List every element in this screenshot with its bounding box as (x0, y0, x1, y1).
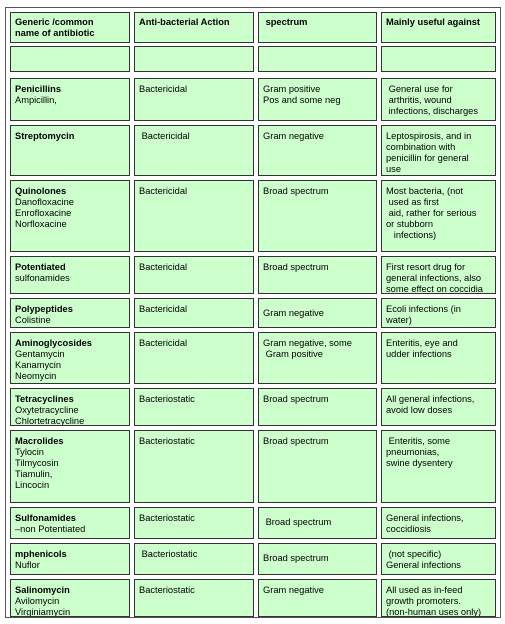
cell-heading-line: Penicillins (15, 84, 61, 94)
cell-text-line: Tylocin (15, 447, 44, 457)
cell-heading-line: Generic /common (15, 17, 94, 27)
cell-text-line: Bactericidal (139, 186, 188, 196)
drug-name-cell (10, 256, 130, 294)
spectrum-cell (258, 180, 377, 252)
useful-against-cell (381, 430, 496, 503)
cell-text-line: Bacteriostatic (139, 436, 195, 446)
spectrum-cell (258, 332, 377, 384)
cell-text-line: avoid low doses (386, 405, 453, 415)
useful-against-cell (381, 78, 496, 121)
spectrum-cell (258, 256, 377, 294)
cell-text-line: –non Potentiated (15, 524, 86, 534)
cell-text-line: Oxytetracycline (15, 405, 79, 415)
drug-name-cell (10, 298, 130, 328)
cell-text-line: Enrofloxacine (15, 208, 72, 218)
header-cell-1 (134, 12, 254, 43)
cell-text-line: First resort drug for (386, 262, 466, 272)
useful-against-cell (381, 543, 496, 575)
cell-text-line: Ecoli infections (in (386, 304, 461, 314)
drug-name-cell (10, 78, 130, 121)
cell-heading-line: Potentiated (15, 262, 66, 272)
cell-heading-line: mphenicols (15, 549, 67, 559)
cell-text-line: Bacteriostatic (139, 549, 198, 559)
spectrum-cell (258, 46, 377, 72)
cell-text-line: general infections, also (386, 273, 482, 283)
header-cell-3 (381, 12, 496, 43)
useful-against-cell (381, 125, 496, 176)
cell-text-line: Broad spectrum (263, 186, 329, 196)
cell-text-line: Enteritis, eye and (386, 338, 458, 348)
cell-text-line: Bactericidal (139, 338, 188, 348)
useful-against-cell (381, 298, 496, 328)
drug-name-cell (10, 46, 130, 72)
cell-heading-line: Streptomycin (15, 131, 75, 141)
cell-text-line: Bacteriostatic (139, 513, 195, 523)
spectrum-cell (258, 579, 377, 617)
drug-name-cell (10, 430, 130, 503)
cell-text-line: arthritis, wound (386, 95, 452, 105)
cell-text-line: sulfonamides (15, 273, 70, 283)
useful-against-cell (381, 256, 496, 294)
cell-text-line: infections, discharges (386, 106, 478, 116)
action-cell (134, 430, 254, 503)
cell-text-line: Most bacteria, (not (386, 186, 463, 196)
cell-text-line: Broad spectrum (263, 436, 329, 446)
cell-text-line: Tilmycosin (15, 458, 59, 468)
action-cell (134, 125, 254, 176)
spectrum-cell (258, 78, 377, 121)
cell-text-line: udder infections (386, 349, 452, 359)
spectrum-cell (258, 507, 377, 539)
cell-text-line: Enteritis, some (386, 436, 451, 446)
cell-text-line: Gram negative (263, 308, 324, 318)
cell-text-line: combination with (386, 142, 456, 152)
action-cell (134, 180, 254, 252)
cell-text-line: growth promoters. (386, 596, 461, 606)
useful-against-cell (381, 579, 496, 617)
useful-against-cell (381, 388, 496, 426)
cell-heading-line: spectrum (263, 17, 308, 27)
cell-text-line: Nuflor (15, 560, 40, 570)
header-cell-0 (10, 12, 130, 43)
drug-name-cell (10, 388, 130, 426)
spectrum-cell (258, 543, 377, 575)
antibiotics-table (5, 7, 501, 618)
drug-name-cell (10, 125, 130, 176)
cell-text-line: penicillin for general (386, 153, 469, 163)
action-cell (134, 332, 254, 384)
cell-text-line: Broad spectrum (263, 262, 329, 272)
spectrum-cell (258, 125, 377, 176)
useful-against-cell (381, 507, 496, 539)
action-cell (134, 388, 254, 426)
action-cell (134, 507, 254, 539)
action-cell (134, 579, 254, 617)
cell-text-line: aid, rather for serious (386, 208, 477, 218)
action-cell (134, 543, 254, 575)
cell-text-line: pneumonias, (386, 447, 440, 457)
cell-text-line: Bactericidal (139, 304, 188, 314)
cell-text-line: Avilomycin (15, 596, 60, 606)
cell-text-line: used as first (386, 197, 439, 207)
drug-name-cell (10, 332, 130, 384)
cell-text-line: coccidiosis (386, 524, 431, 534)
cell-text-line: Ampicillin, (15, 95, 57, 105)
spectrum-cell (258, 388, 377, 426)
cell-text-line: Pos and some neg (263, 95, 341, 105)
cell-text-line: Neomycin (15, 371, 57, 381)
action-cell (134, 46, 254, 72)
cell-text-line: (non-human uses only) (386, 607, 482, 617)
cell-text-line: Bacteriostatic (139, 585, 195, 595)
cell-text-line: Norfloxacine (15, 219, 67, 229)
cell-text-line: or stubborn (386, 219, 434, 229)
cell-text-line: Bactericidal (139, 84, 188, 94)
cell-text-line: Gram negative (263, 585, 324, 595)
cell-text-line: infections) (386, 230, 437, 240)
cell-text-line: General infections (386, 560, 461, 570)
header-cell-2 (258, 12, 377, 43)
cell-heading-line: name of antibiotic (15, 28, 95, 38)
cell-heading-line: Quinolones (15, 186, 67, 196)
cell-text-line: Bactericidal (139, 131, 190, 141)
cell-text-line: (not specific) (386, 549, 442, 559)
cell-heading-line: Macrolides (15, 436, 64, 446)
action-cell (134, 256, 254, 294)
cell-text-line: Colistine (15, 315, 51, 325)
drug-name-cell (10, 543, 130, 575)
cell-heading-line: Sulfonamides (15, 513, 76, 523)
cell-heading-line: Aminoglycosides (15, 338, 92, 348)
cell-text-line: Tiamulin, (15, 469, 53, 479)
drug-name-cell (10, 180, 130, 252)
cell-text-line: General infections, (386, 513, 464, 523)
cell-text-line: Gram positive (263, 84, 321, 94)
cell-text-line: Kanamycin (15, 360, 61, 370)
cell-text-line: Lincocin (15, 480, 50, 490)
cell-text-line: Gentamycin (15, 349, 65, 359)
cell-text-line: General use for (386, 84, 453, 94)
cell-text-line: Broad spectrum (263, 394, 329, 404)
useful-against-cell (381, 180, 496, 252)
useful-against-cell (381, 46, 496, 72)
cell-text-line: Chlortetracycline (15, 416, 85, 426)
cell-text-line: Danofloxacine (15, 197, 74, 207)
drug-name-cell (10, 579, 130, 617)
cell-heading-line: Polypeptides (15, 304, 73, 314)
cell-text-line: use (386, 164, 401, 174)
cell-text-line: Broad spectrum (263, 553, 329, 563)
cell-text-line: Bacteriostatic (139, 394, 195, 404)
cell-heading-line: Mainly useful against (386, 17, 481, 27)
cell-text-line: some effect on coccidia (386, 284, 483, 294)
cell-heading-line: Anti-bacterial Action (139, 17, 230, 27)
action-cell (134, 78, 254, 121)
cell-text-line: Gram negative (263, 131, 324, 141)
action-cell (134, 298, 254, 328)
spectrum-cell (258, 430, 377, 503)
cell-heading-line: Salinomycin (15, 585, 70, 595)
cell-text-line: Virginiamycin (15, 607, 71, 617)
spectrum-cell (258, 298, 377, 328)
useful-against-cell (381, 332, 496, 384)
cell-text-line: All general infections, (386, 394, 475, 404)
cell-text-line: Bactericidal (139, 262, 188, 272)
cell-text-line: water) (386, 315, 412, 325)
cell-text-line: swine dysentery (386, 458, 453, 468)
cell-text-line: Broad spectrum (263, 517, 332, 527)
cell-text-line: Leptospirosis, and in (386, 131, 472, 141)
cell-text-line: Gram positive (263, 349, 323, 359)
drug-name-cell (10, 507, 130, 539)
cell-heading-line: Tetracyclines (15, 394, 74, 404)
cell-text-line: Gram negative, some (263, 338, 352, 348)
cell-text-line: All used as in-feed (386, 585, 463, 595)
